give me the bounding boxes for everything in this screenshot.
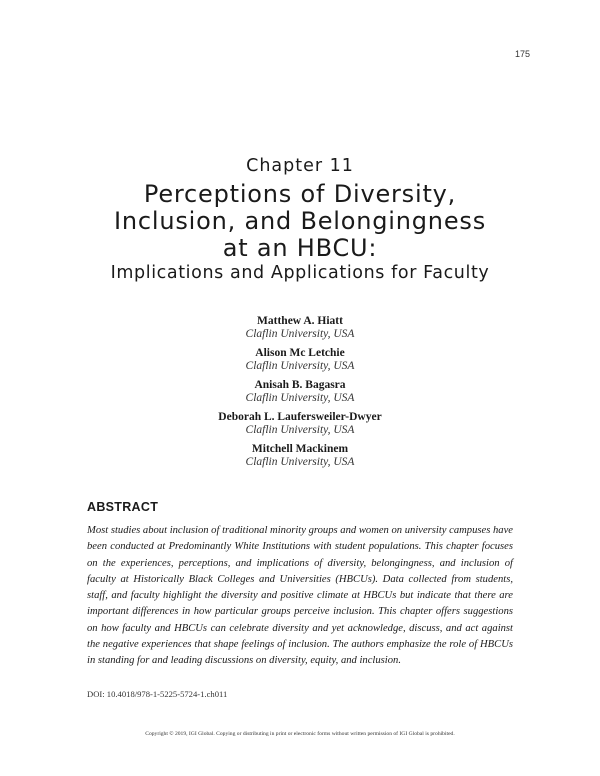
abstract-heading: ABSTRACT	[87, 500, 159, 514]
author-affiliation: Claflin University, USA	[245, 328, 355, 340]
author-entry	[0, 315, 600, 341]
author-name: Anisah B. Bagasra	[254, 379, 346, 391]
chapter-subtitle: Implications and Applications for Faculty	[110, 263, 490, 283]
doi-text: DOI: 10.4018/978-1-5225-5724-1.ch011	[87, 689, 228, 699]
author-affiliation: Claflin University, USA	[245, 360, 355, 372]
author-entry	[0, 379, 600, 405]
copyright-notice: Copyright © 2019, IGI Global. Copying or distributing in print or electronic forms without written permission of IGI Global is prohibited.	[145, 731, 455, 737]
chapter-title-line: Inclusion, and Belongingness	[114, 207, 486, 235]
chapter-title-line: Perceptions of Diversity,	[143, 180, 457, 208]
author-entry	[0, 347, 600, 373]
author-name: Deborah L. Laufersweiler-Dwyer	[218, 411, 382, 423]
author-entry	[0, 443, 600, 469]
author-name: Matthew A. Hiatt	[257, 315, 343, 327]
author-name: Mitchell Mackinem	[251, 443, 349, 455]
author-entry	[0, 411, 600, 437]
chapter-title-line: at an HBCU:	[222, 234, 378, 262]
author-affiliation: Claflin University, USA	[245, 424, 355, 436]
author-name: Alison Mc Letchie	[255, 347, 345, 359]
author-affiliation: Claflin University, USA	[245, 456, 355, 468]
abstract-text: Most studies about inclusion of traditional minority groups and women on university campuses have been conducted at Predominantly White Institutions with student populations. This chapter focuses on the experiences, perceptions, and implications of diversity, belongingness, and inclusion of faculty at Historically Black Colleges and Universities (HBCUs). Data collected from students, staff, and faculty highlight the diversity and positive climate at HBCUs but indicate that there are important differences in how particular groups perceive inclusion. This chapter offers suggestions on how faculty and HBCUs can celebrate diversity and yet acknowledge, discuss, and act against the negative experiences that shape feelings of inclusion. The authors emphasize the role of HBCUs in standing for and leading discussions on diversity, equity, and inclusion.	[87, 525, 513, 667]
chapter-label: Chapter 11	[246, 156, 354, 176]
chapter-title	[0, 181, 600, 262]
author-affiliation: Claflin University, USA	[245, 392, 355, 404]
page-number: 175	[515, 49, 531, 59]
author-list	[0, 315, 600, 475]
